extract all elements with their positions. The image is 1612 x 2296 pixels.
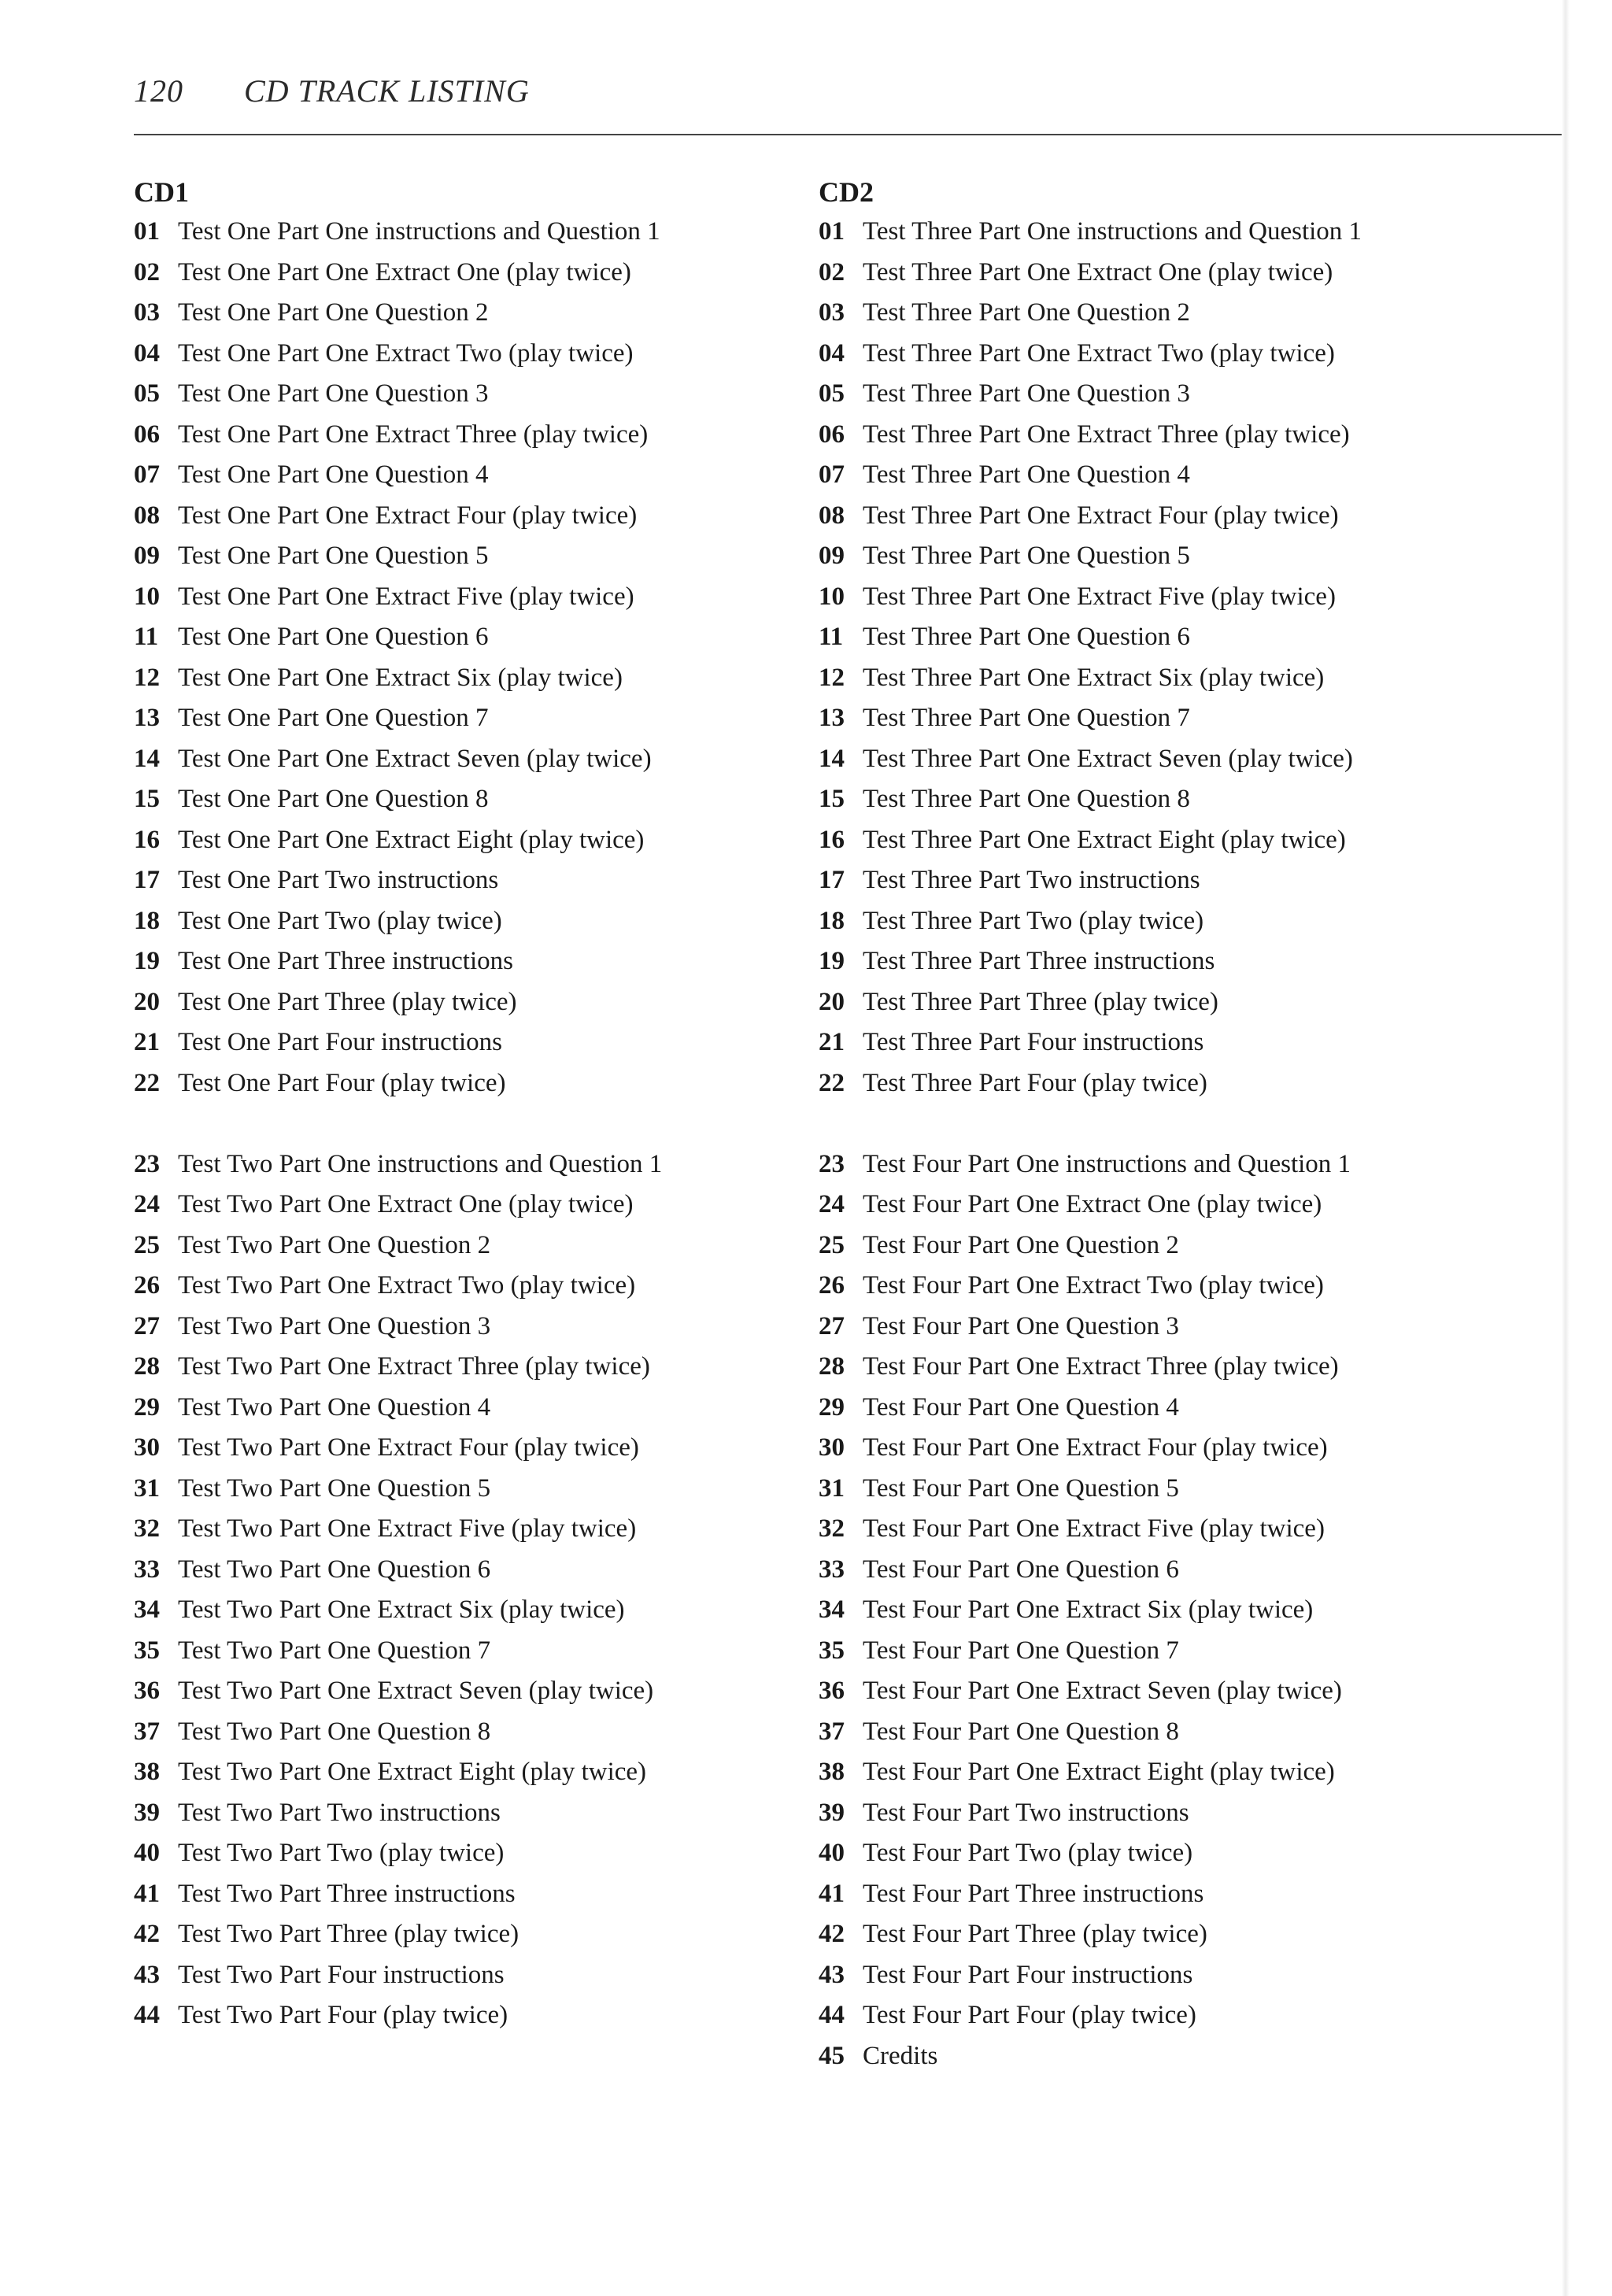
track-row <box>819 779 1527 820</box>
track-number: 08 <box>134 501 160 530</box>
track-number: 24 <box>134 1190 160 1218</box>
track-title: Test One Part One Extract Eight (play twice) <box>178 825 645 854</box>
track-row <box>134 1428 842 1469</box>
track-title: Test One Part One instructions and Question 1 <box>178 217 660 246</box>
track-number: 01 <box>134 217 160 246</box>
track-title: Test Two Part One Extract Three (play twice) <box>178 1352 650 1381</box>
track-number: 29 <box>819 1392 845 1422</box>
track-number: 02 <box>134 257 160 287</box>
track-row <box>134 1388 842 1429</box>
track-title: Test One Part One Question 4 <box>178 460 489 489</box>
track-title: Test Three Part One Question 5 <box>863 542 1190 570</box>
track-row <box>819 1307 1527 1348</box>
track-row <box>819 536 1527 577</box>
track-title: Test Four Part Three instructions <box>863 1879 1204 1908</box>
track-row <box>134 1307 842 1348</box>
track-title: Test Three Part One Question 8 <box>863 785 1190 813</box>
cd2-heading: CD2 <box>819 176 874 208</box>
track-row <box>134 1266 842 1307</box>
track-number: 37 <box>134 1717 160 1746</box>
track-row <box>134 1022 842 1063</box>
track-row <box>819 1712 1527 1753</box>
track-number: 40 <box>819 1839 845 1867</box>
track-row <box>819 1590 1527 1631</box>
track-row <box>819 455 1527 496</box>
track-title: Test One Part One Question 6 <box>178 623 489 651</box>
track-row <box>134 820 842 861</box>
track-number: 07 <box>819 460 845 489</box>
track-title: Test Two Part One Extract Two (play twice) <box>178 1271 636 1300</box>
track-number: 18 <box>134 906 160 935</box>
track-title: Test Two Part Three (play twice) <box>178 1920 519 1948</box>
track-number: 13 <box>819 704 845 732</box>
track-title: Test Two Part One instructions and Question 1 <box>178 1149 663 1178</box>
track-row <box>134 901 842 942</box>
track-title: Test Three Part Four (play twice) <box>863 1068 1207 1097</box>
track-number: 28 <box>819 1352 845 1381</box>
page-header <box>134 72 530 109</box>
track-title: Test Two Part Two (play twice) <box>178 1839 505 1867</box>
track-title: Test One Part One Extract Three (play twice) <box>178 420 649 449</box>
track-number: 33 <box>819 1555 845 1584</box>
group-spacer <box>134 1104 842 1144</box>
track-row <box>134 1752 842 1793</box>
track-title: Test Four Part Two (play twice) <box>863 1839 1193 1867</box>
track-number: 44 <box>819 2001 845 2029</box>
track-title: Test One Part One Question 8 <box>178 785 489 813</box>
track-row <box>819 334 1527 375</box>
track-number: 11 <box>134 623 159 651</box>
track-title: Test Four Part One Question 4 <box>863 1392 1179 1422</box>
track-title: Test Two Part Three instructions <box>178 1879 516 1908</box>
track-title: Test Four Part One Extract Five (play twice) <box>863 1514 1325 1543</box>
track-number: 30 <box>134 1433 160 1462</box>
track-title: Test Four Part One Extract Seven (play twice) <box>863 1677 1342 1705</box>
track-row <box>819 658 1527 699</box>
track-number: 38 <box>819 1758 845 1786</box>
track-number: 09 <box>819 542 845 570</box>
track-row <box>134 334 842 375</box>
track-row <box>134 860 842 901</box>
track-row <box>134 1469 842 1510</box>
track-number: 12 <box>134 663 160 692</box>
track-title: Test Two Part One Question 6 <box>178 1555 491 1584</box>
track-row <box>819 415 1527 456</box>
cd2-column <box>819 172 1527 2076</box>
track-row <box>134 1185 842 1226</box>
track-number: 04 <box>134 338 160 368</box>
track-row <box>819 941 1527 982</box>
track-number: 26 <box>134 1271 160 1300</box>
track-number: 16 <box>819 825 845 854</box>
track-row <box>819 860 1527 901</box>
track-row <box>819 1671 1527 1712</box>
track-row <box>134 1914 842 1955</box>
track-number: 15 <box>819 785 845 813</box>
track-number: 22 <box>134 1068 160 1097</box>
track-row <box>819 577 1527 618</box>
track-title: Test Four Part One Extract Six (play twice) <box>863 1595 1314 1624</box>
track-title: Test Four Part One Question 2 <box>863 1230 1179 1259</box>
track-row <box>134 941 842 982</box>
track-number: 40 <box>134 1839 160 1867</box>
track-number: 06 <box>134 420 160 449</box>
track-title: Test Four Part One Extract Three (play twice) <box>863 1352 1339 1381</box>
track-title: Test One Part One Question 7 <box>178 704 489 732</box>
track-number: 25 <box>819 1230 845 1259</box>
track-title: Test One Part One Extract Five (play twice) <box>178 582 634 611</box>
track-row <box>819 1955 1527 1996</box>
track-row <box>819 820 1527 861</box>
track-row <box>819 1144 1527 1185</box>
track-title: Test Three Part One Extract Eight (play twice) <box>863 825 1346 854</box>
track-title: Test Four Part One Extract Eight (play twice) <box>863 1758 1335 1786</box>
track-title: Test Four Part Three (play twice) <box>863 1920 1207 1948</box>
track-number: 34 <box>134 1595 160 1624</box>
track-title: Test Three Part One Question 7 <box>863 704 1190 732</box>
track-number: 21 <box>819 1028 845 1056</box>
track-title: Test Two Part Four (play twice) <box>178 2001 508 2029</box>
track-title: Test Four Part One Extract One (play twice) <box>863 1190 1322 1218</box>
track-number: 25 <box>134 1230 160 1259</box>
track-row <box>134 293 842 334</box>
track-row <box>819 212 1527 253</box>
track-row <box>819 1874 1527 1915</box>
track-number: 26 <box>819 1271 845 1300</box>
track-title: Test Three Part Four instructions <box>863 1028 1204 1056</box>
track-number: 12 <box>819 663 845 692</box>
track-row <box>819 617 1527 658</box>
track-number: 45 <box>819 2041 845 2070</box>
track-row <box>134 536 842 577</box>
track-number: 32 <box>819 1514 845 1543</box>
track-row <box>819 1914 1527 1955</box>
track-row <box>134 455 842 496</box>
track-title: Test Three Part Two instructions <box>863 866 1200 894</box>
track-row <box>134 577 842 618</box>
track-number: 42 <box>819 1920 845 1948</box>
track-row <box>134 698 842 739</box>
track-title: Test Two Part One Extract Four (play twice) <box>178 1433 639 1462</box>
track-number: 36 <box>134 1677 160 1705</box>
track-title: Test Three Part One Extract Seven (play twice) <box>863 744 1353 773</box>
track-row <box>134 496 842 537</box>
track-row <box>819 1550 1527 1591</box>
track-row <box>819 1631 1527 1672</box>
track-number: 20 <box>134 987 160 1016</box>
track-number: 13 <box>134 704 160 732</box>
track-number: 09 <box>134 542 160 570</box>
track-number: 20 <box>819 987 845 1016</box>
track-row <box>819 901 1527 942</box>
track-number: 44 <box>134 2001 160 2029</box>
track-title: Test One Part One Extract Four (play twice) <box>178 501 638 530</box>
track-title: Test One Part One Question 5 <box>178 542 489 570</box>
track-row <box>819 1347 1527 1388</box>
track-title: Test Two Part One Extract Seven (play twice) <box>178 1677 654 1705</box>
track-row <box>819 496 1527 537</box>
track-number: 34 <box>819 1595 845 1624</box>
track-title: Test One Part Three (play twice) <box>178 987 517 1016</box>
track-number: 37 <box>819 1717 845 1746</box>
track-number: 03 <box>819 298 845 327</box>
track-row <box>134 212 842 253</box>
track-row <box>134 1671 842 1712</box>
track-title: Test Four Part Four instructions <box>863 1960 1193 1989</box>
track-number: 02 <box>819 257 845 287</box>
track-title: Test Two Part One Extract One (play twice) <box>178 1190 634 1218</box>
track-title: Test Three Part One Extract Three (play twice) <box>863 420 1350 449</box>
track-title: Test Three Part One Extract One (play twice) <box>863 257 1333 287</box>
track-title: Test One Part One Extract Six (play twice) <box>178 663 623 692</box>
track-row <box>134 1509 842 1550</box>
track-row <box>819 1995 1527 2036</box>
cd1-track-list <box>134 212 842 2036</box>
track-number: 31 <box>134 1473 160 1503</box>
track-row <box>819 1022 1527 1063</box>
track-title: Test Two Part One Question 4 <box>178 1392 491 1422</box>
track-row <box>819 1388 1527 1429</box>
track-number: 05 <box>134 379 160 408</box>
track-row <box>819 1509 1527 1550</box>
track-title: Test One Part One Extract Two (play twice) <box>178 338 634 368</box>
track-number: 17 <box>819 866 845 894</box>
track-number: 18 <box>819 906 845 935</box>
track-row <box>819 1469 1527 1510</box>
page-number: 120 <box>134 73 183 109</box>
track-row <box>819 1226 1527 1266</box>
track-number: 41 <box>134 1879 160 1908</box>
track-row <box>819 253 1527 294</box>
track-title: Test Four Part One Question 6 <box>863 1555 1179 1584</box>
track-row <box>819 1266 1527 1307</box>
track-number: 06 <box>819 420 845 449</box>
track-title: Test Three Part One Extract Four (play twice) <box>863 501 1339 530</box>
track-number: 01 <box>819 217 845 246</box>
track-title: Test Three Part One instructions and Question 1 <box>863 217 1362 246</box>
track-title: Test Four Part One Question 3 <box>863 1311 1179 1340</box>
track-title: Test Three Part One Question 4 <box>863 460 1190 489</box>
track-row <box>819 374 1527 415</box>
track-title: Test Two Part One Question 7 <box>178 1636 491 1665</box>
track-title: Test One Part Three instructions <box>178 947 513 975</box>
track-number: 27 <box>819 1311 845 1340</box>
track-row <box>819 1833 1527 1874</box>
track-row <box>134 1995 842 2036</box>
track-number: 31 <box>819 1473 845 1503</box>
track-row <box>819 293 1527 334</box>
track-number: 30 <box>819 1433 845 1462</box>
track-number: 04 <box>819 338 845 368</box>
track-number: 03 <box>134 298 160 327</box>
track-row <box>134 1590 842 1631</box>
track-number: 05 <box>819 379 845 408</box>
cd1-heading: CD1 <box>134 176 189 208</box>
track-number: 23 <box>819 1149 845 1178</box>
track-title: Test Three Part One Extract Five (play twice) <box>863 582 1336 611</box>
track-number: 14 <box>134 744 160 773</box>
track-row <box>819 982 1527 1023</box>
track-number: 22 <box>819 1068 845 1097</box>
track-title: Test Three Part Two (play twice) <box>863 906 1204 935</box>
track-title: Test Two Part One Extract Eight (play twice) <box>178 1758 647 1786</box>
track-title: Test Two Part One Question 5 <box>178 1473 491 1503</box>
track-number: 39 <box>819 1798 845 1827</box>
track-row <box>819 698 1527 739</box>
track-title: Test One Part One Question 3 <box>178 379 489 408</box>
track-title: Test Two Part One Extract Five (play twice) <box>178 1514 637 1543</box>
track-number: 36 <box>819 1677 845 1705</box>
track-title: Test Four Part One Extract Four (play twice) <box>863 1433 1328 1462</box>
track-number: 10 <box>819 582 845 611</box>
track-number: 32 <box>134 1514 160 1543</box>
track-number: 10 <box>134 582 160 611</box>
track-title: Test Two Part One Question 8 <box>178 1717 491 1746</box>
track-number: 39 <box>134 1798 160 1827</box>
track-title: Test One Part Two (play twice) <box>178 906 502 935</box>
track-title: Test Three Part One Extract Six (play twice) <box>863 663 1325 692</box>
track-number: 28 <box>134 1352 160 1381</box>
track-title: Test Two Part Two instructions <box>178 1798 501 1827</box>
track-row <box>819 1063 1527 1104</box>
track-title: Test Three Part Three (play twice) <box>863 987 1218 1016</box>
track-number: 43 <box>819 1960 845 1989</box>
track-title: Test One Part One Question 2 <box>178 298 489 327</box>
track-title: Test One Part Four (play twice) <box>178 1068 506 1097</box>
track-title: Test Three Part One Question 3 <box>863 379 1190 408</box>
track-number: 38 <box>134 1758 160 1786</box>
page-edge-shadow <box>1562 0 1569 2296</box>
track-row <box>134 1226 842 1266</box>
page-title: CD TRACK LISTING <box>244 73 530 109</box>
track-row <box>134 1550 842 1591</box>
track-title: Test Three Part One Extract Two (play twice) <box>863 338 1335 368</box>
track-row <box>134 1793 842 1834</box>
track-number: 19 <box>819 947 845 975</box>
header-divider <box>134 134 1566 135</box>
track-title: Test One Part One Extract Seven (play twice) <box>178 744 652 773</box>
cd2-track-list <box>819 212 1527 2076</box>
track-number: 19 <box>134 947 160 975</box>
track-title: Test Three Part Three instructions <box>863 947 1215 975</box>
track-row <box>134 779 842 820</box>
group-spacer <box>819 1104 1527 1144</box>
track-number: 16 <box>134 825 160 854</box>
track-number: 15 <box>134 785 160 813</box>
track-row <box>819 739 1527 780</box>
track-number: 21 <box>134 1028 160 1056</box>
track-title: Test One Part One Extract One (play twice) <box>178 257 631 287</box>
track-title: Test Four Part One Question 8 <box>863 1717 1179 1746</box>
track-row <box>134 658 842 699</box>
track-row <box>819 2036 1527 2077</box>
track-title: Test Two Part Four instructions <box>178 1960 505 1989</box>
track-number: 33 <box>134 1555 160 1584</box>
track-number: 07 <box>134 460 160 489</box>
track-row <box>819 1185 1527 1226</box>
track-row <box>134 617 842 658</box>
track-number: 43 <box>134 1960 160 1989</box>
track-number: 41 <box>819 1879 845 1908</box>
track-number: 29 <box>134 1392 160 1422</box>
track-title: Test Four Part Two instructions <box>863 1798 1189 1827</box>
track-row <box>134 415 842 456</box>
track-number: 23 <box>134 1149 160 1178</box>
track-number: 08 <box>819 501 845 530</box>
track-row <box>134 1712 842 1753</box>
track-row <box>134 739 842 780</box>
track-title: Test Four Part One Question 5 <box>863 1473 1179 1503</box>
track-number: 14 <box>819 744 845 773</box>
track-title: Test Two Part One Extract Six (play twice) <box>178 1595 625 1624</box>
track-title: Credits <box>863 2041 938 2070</box>
track-row <box>819 1752 1527 1793</box>
track-title: Test Two Part One Question 2 <box>178 1230 491 1259</box>
track-title: Test Four Part Four (play twice) <box>863 2001 1196 2029</box>
track-row <box>134 1874 842 1915</box>
cd1-column <box>134 172 842 2036</box>
track-title: Test One Part Four instructions <box>178 1028 502 1056</box>
track-number: 35 <box>819 1636 845 1665</box>
track-number: 11 <box>819 623 844 651</box>
track-row <box>134 1144 842 1185</box>
track-title: Test Four Part One Extract Two (play twice) <box>863 1271 1324 1300</box>
track-row <box>819 1793 1527 1834</box>
track-row <box>134 374 842 415</box>
track-row <box>134 1063 842 1104</box>
track-title: Test Four Part One instructions and Question 1 <box>863 1149 1351 1178</box>
track-title: Test One Part Two instructions <box>178 866 499 894</box>
track-row <box>134 1631 842 1672</box>
track-number: 17 <box>134 866 160 894</box>
track-row <box>819 1428 1527 1469</box>
track-title: Test Three Part One Question 2 <box>863 298 1190 327</box>
track-row <box>134 982 842 1023</box>
track-row <box>134 1955 842 1996</box>
track-number: 24 <box>819 1190 845 1218</box>
track-title: Test Three Part One Question 6 <box>863 623 1190 651</box>
track-row <box>134 1833 842 1874</box>
track-row <box>134 253 842 294</box>
track-row <box>134 1347 842 1388</box>
track-number: 42 <box>134 1920 160 1948</box>
track-number: 35 <box>134 1636 160 1665</box>
track-number: 27 <box>134 1311 160 1340</box>
track-title: Test Two Part One Question 3 <box>178 1311 491 1340</box>
track-title: Test Four Part One Question 7 <box>863 1636 1179 1665</box>
